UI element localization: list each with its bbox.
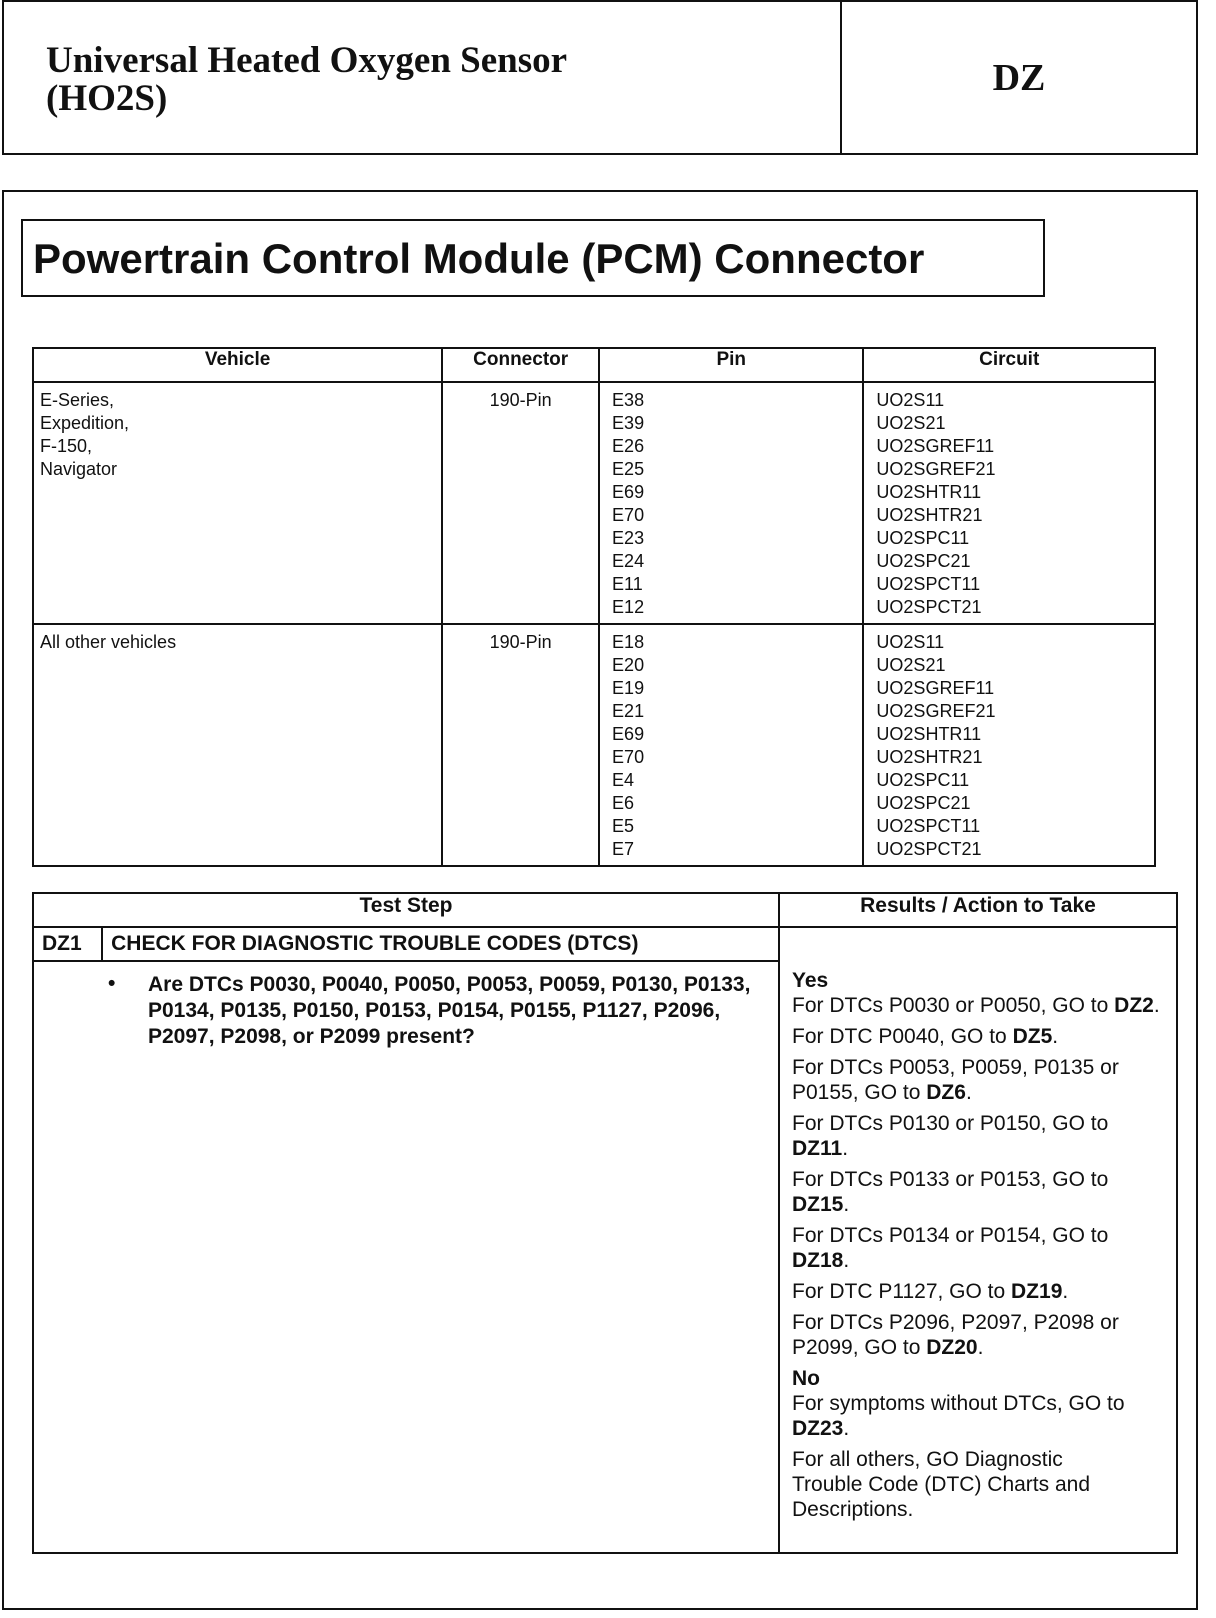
yes-label: Yes <box>792 969 829 992</box>
page-header <box>2 0 1198 155</box>
results-cell <box>779 927 1177 1553</box>
vehicle-line: Expedition, <box>40 413 130 433</box>
action-text: For DTCs P2096, P2097, P2098 or P2099, GO to <box>792 1311 1119 1359</box>
page-title <box>46 42 567 118</box>
circuit-line: UO2SGREF11 <box>876 678 995 698</box>
section-title: Powertrain Control Module (PCM) Connector <box>21 219 1045 297</box>
action-target-link[interactable]: DZ19 <box>1011 1280 1063 1303</box>
no-label: No <box>792 1367 820 1390</box>
circuit-line: UO2SPCT11 <box>876 816 981 836</box>
pin-line: E25 <box>612 459 645 479</box>
pin-line: E21 <box>612 701 645 721</box>
action-item <box>792 1055 1166 1105</box>
pin-line: E7 <box>612 839 635 859</box>
action-text: For DTC P0040, GO to <box>792 1025 1013 1048</box>
header-title-cell <box>4 2 842 153</box>
step-title: CHECK FOR DIAGNOSTIC TROUBLE CODES (DTCS) <box>102 927 779 961</box>
pin-line: E70 <box>612 747 645 767</box>
circuit-line: UO2SGREF21 <box>876 459 996 479</box>
test-step-table <box>32 892 1178 1554</box>
table-row <box>33 382 1155 624</box>
vehicle-cell <box>33 624 442 866</box>
vehicle-cell <box>33 382 442 624</box>
action-target-link[interactable]: DZ15 <box>792 1193 844 1216</box>
step-id: DZ1 <box>33 927 102 961</box>
col-connector: Connector <box>442 348 599 382</box>
connector-cell: 190-Pin <box>442 382 599 624</box>
connector-table-header <box>33 348 1155 382</box>
pin-line: E26 <box>612 436 645 456</box>
action-text: For DTC P1127, GO to <box>792 1280 1012 1303</box>
action-item <box>792 1310 1166 1360</box>
test-table-header <box>33 893 1177 927</box>
pin-line: E5 <box>612 816 635 836</box>
table-row <box>33 624 1155 866</box>
yes-actions <box>792 993 1166 1360</box>
action-item <box>792 1111 1166 1161</box>
col-circuit: Circuit <box>863 348 1155 382</box>
action-suffix: . <box>843 1249 850 1272</box>
col-test-step: Test Step <box>33 893 779 927</box>
circuit-cell <box>863 382 1155 624</box>
pin-cell <box>599 382 863 624</box>
connector-table <box>32 347 1156 867</box>
action-text: For DTCs P0053, P0059, P0135 or P0155, GO to <box>792 1056 1119 1104</box>
circuit-line: UO2SHTR21 <box>876 505 983 525</box>
step-question: Are DTCs P0030, P0040, P0050, P0053, P0059, P0130, P0133, P0134, P0135, P0150, P0153, P0154, P0155, P1127, P2096, P2097, P2098, or P2099 present? <box>148 973 751 1048</box>
circuit-line: UO2SPCT21 <box>876 597 982 617</box>
action-target-link[interactable]: DZ5 <box>1012 1025 1053 1048</box>
circuit-line: UO2SPCT21 <box>876 839 982 859</box>
bullet: • <box>108 972 116 995</box>
vehicle-line: All other vehicles <box>40 632 177 652</box>
action-target-link[interactable]: DZ18 <box>792 1249 844 1272</box>
pin-line: E18 <box>612 632 645 652</box>
col-pin: Pin <box>599 348 863 382</box>
connector-cell: 190-Pin <box>442 624 599 866</box>
action-item <box>792 1024 1166 1049</box>
pin-line: E69 <box>612 724 645 744</box>
pin-line: E19 <box>612 678 645 698</box>
action-item <box>792 1223 1166 1273</box>
action-text: For DTCs P0134 or P0154, GO to <box>792 1224 1109 1247</box>
pin-line: E23 <box>612 528 645 548</box>
no-actions <box>792 1391 1166 1441</box>
other-action: For all others, GO Diagnostic Trouble Code (DTC) Charts and Descriptions. <box>792 1448 1090 1521</box>
question-cell <box>33 961 779 1553</box>
circuit-line: UO2S21 <box>876 413 946 433</box>
pin-line: E20 <box>612 655 645 675</box>
pin-line: E39 <box>612 413 645 433</box>
circuit-line: UO2SHTR11 <box>876 482 982 502</box>
vehicle-line: Navigator <box>40 459 118 479</box>
pin-cell <box>599 624 863 866</box>
pin-line: E38 <box>612 390 645 410</box>
step-title-row <box>33 927 1177 961</box>
action-target-link[interactable]: DZ11 <box>792 1137 843 1160</box>
col-vehicle: Vehicle <box>33 348 442 382</box>
circuit-line: UO2SGREF11 <box>876 436 995 456</box>
circuit-line: UO2SPC21 <box>876 793 971 813</box>
vehicle-line: F-150, <box>40 436 93 456</box>
action-suffix: . <box>843 1193 850 1216</box>
action-suffix: . <box>977 1336 984 1359</box>
circuit-line: UO2SPCT11 <box>876 574 981 594</box>
action-suffix: . <box>1062 1280 1069 1303</box>
circuit-line: UO2S11 <box>876 632 945 652</box>
page-title-line-1: Universal Heated Oxygen Sensor <box>46 40 568 81</box>
action-text: For DTCs P0130 or P0150, GO to <box>792 1112 1109 1135</box>
section-code: DZ <box>992 56 1046 99</box>
pin-line: E70 <box>612 505 645 525</box>
pin-line: E24 <box>612 551 645 571</box>
content-frame <box>2 190 1198 1610</box>
circuit-line: UO2SPC11 <box>876 770 970 790</box>
action-text: For DTCs P0030 or P0050, GO to <box>792 994 1109 1017</box>
action-suffix: . <box>1052 1025 1059 1048</box>
circuit-line: UO2SPC11 <box>876 528 970 548</box>
action-target-link[interactable]: DZ2 <box>1114 994 1154 1017</box>
circuit-line: UO2SHTR11 <box>876 724 982 744</box>
circuit-line: UO2SPC21 <box>876 551 971 571</box>
action-text: For symptoms without DTCs, GO to <box>792 1392 1125 1415</box>
pin-line: E12 <box>612 597 645 617</box>
circuit-line: UO2SHTR21 <box>876 747 983 767</box>
circuit-line: UO2SGREF21 <box>876 701 996 721</box>
col-results: Results / Action to Take <box>779 893 1177 927</box>
action-item <box>792 993 1166 1018</box>
action-item <box>792 1391 1166 1441</box>
circuit-line: UO2S21 <box>876 655 946 675</box>
vehicle-line: E-Series, <box>40 390 115 410</box>
action-suffix: . <box>843 1417 850 1440</box>
page-title-line-2: (HO2S) <box>46 78 168 119</box>
action-suffix: . <box>842 1137 849 1160</box>
pin-line: E69 <box>612 482 645 502</box>
action-item <box>792 1279 1166 1304</box>
action-suffix: . <box>965 1081 972 1104</box>
action-target-link[interactable]: DZ6 <box>926 1081 966 1104</box>
action-text: For DTCs P0133 or P0153, GO to <box>792 1168 1109 1191</box>
circuit-line: UO2S11 <box>876 390 945 410</box>
action-target-link[interactable]: DZ23 <box>792 1417 844 1440</box>
pin-line: E4 <box>612 770 635 790</box>
pin-line: E11 <box>612 574 643 594</box>
action-suffix: . <box>1153 994 1160 1017</box>
pin-line: E6 <box>612 793 635 813</box>
action-item <box>792 1167 1166 1217</box>
circuit-cell <box>863 624 1155 866</box>
action-target-link[interactable]: DZ20 <box>926 1336 978 1359</box>
